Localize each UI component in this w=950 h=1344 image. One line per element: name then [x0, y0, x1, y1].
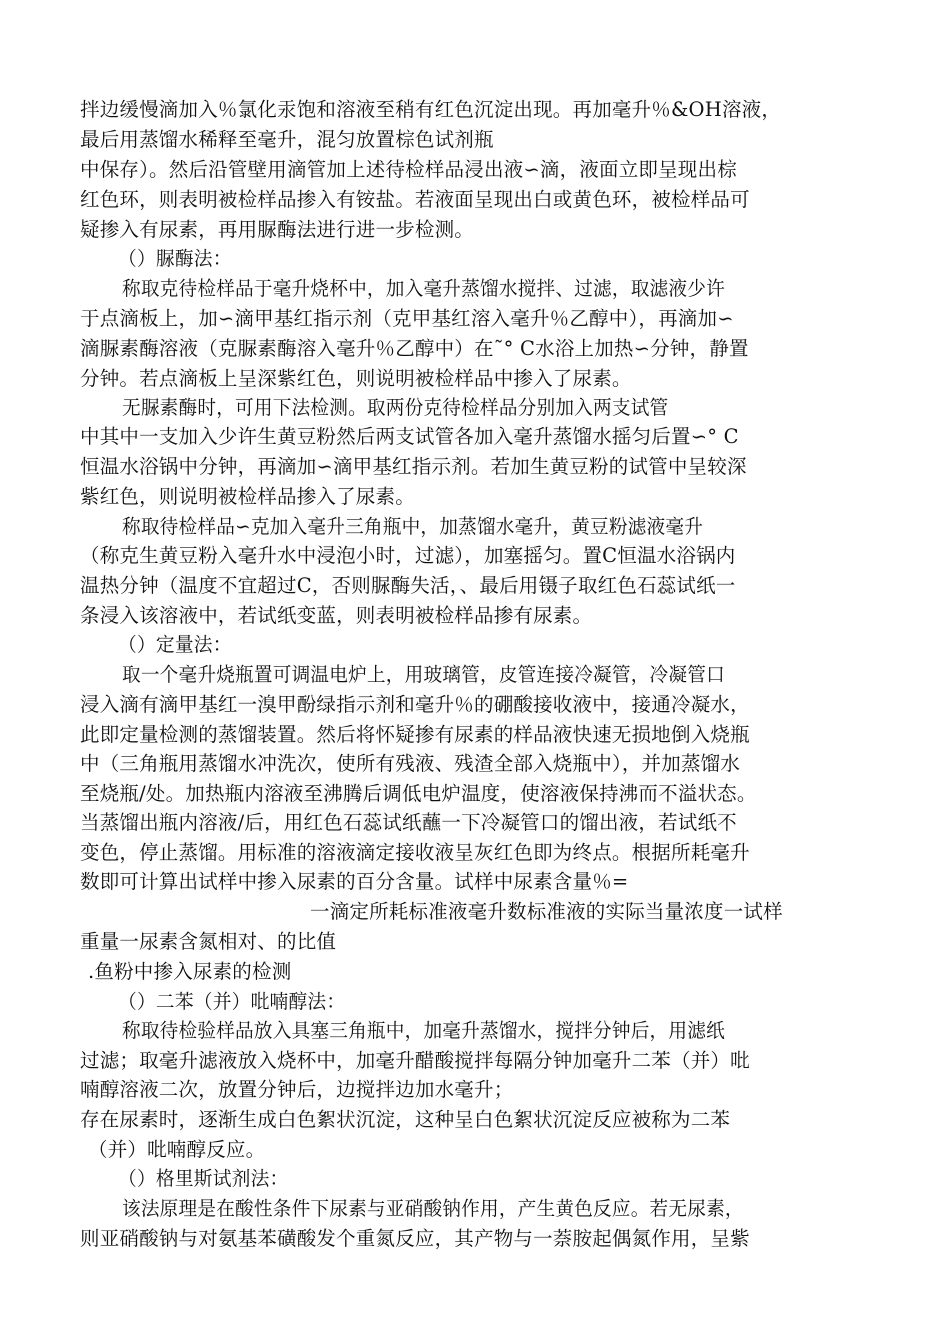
text-line: 疑掺入有尿素，再用脲酶法进行进一步检测。: [80, 218, 475, 241]
text-line: 中（三角瓶用蒸馏水冲洗次，使所有残液、残渣全部入烧瓶中），并加蒸馏水: [80, 752, 741, 775]
text-line: 此即定量检测的蒸馏装置。然后将怀疑掺有尿素的样品液快速无损地倒入烧瓶: [80, 723, 750, 746]
formula-line: 重量一尿素含氮相对、的比值: [80, 930, 337, 953]
text-line: 取一个毫升烧瓶置可调温电炉上，用玻璃管，皮管连接冷凝管，冷凝管口: [122, 663, 725, 686]
text-line: 浸入滴有滴甲基红一溴甲酚绿指示剂和毫升％的硼酸接收液中，接通冷凝水，: [80, 693, 750, 716]
section-heading: .鱼粉中掺入尿素的检测: [88, 960, 292, 983]
section-heading: （）二苯（并）吡喃醇法：: [118, 990, 346, 1013]
text-line: 条浸入该溶液中，若试纸变蓝，则表明被检样品掺有尿素。: [80, 604, 593, 627]
text-line: 红色环，则表明被检样品掺入有铵盐。若液面呈现出白或黄色环，被检样品可: [80, 188, 750, 211]
text-line: 称取待检样品∽克加入毫升三角瓶中，加蒸馏水毫升，黄豆粉滤液毫升: [122, 515, 704, 538]
section-heading: （）格里斯试剂法：: [118, 1167, 289, 1190]
text-line: 分钟。若点滴板上呈深紫红色，则说明被检样品中掺入了尿素。: [80, 367, 632, 390]
section-heading: （）脲酶法：: [118, 247, 232, 270]
text-line: 该法原理是在酸性条件下尿素与亚硝酸钠作用，产生黄色反应。若无尿素，: [122, 1197, 744, 1220]
text-line: 紫红色，则说明被检样品掺入了尿素。: [80, 485, 415, 508]
text-line: 喃醇溶液二次，放置分钟后，边搅拌边加水毫升；: [80, 1078, 514, 1101]
formula-line: 一滴定所耗标准液毫升数标准液的实际当量浓度一试样: [310, 900, 783, 923]
text-line: 当蒸馏出瓶内溶液/后，用红色石蕊试纸蘸一下冷凝管口的馏出液，若试纸不: [80, 811, 737, 834]
text-line: 存在尿素时，逐渐生成白色絮状沉淀，这种呈白色絮状沉淀反应被称为二苯: [80, 1108, 731, 1131]
text-line: 最后用蒸馏水稀释至毫升，混匀放置棕色试剂瓶: [80, 128, 494, 151]
text-line: 中保存）。然后沿管壁用滴管加上述待检样品浸出液∽滴，液面立即呈现出棕: [80, 158, 737, 181]
text-line: 滴脲素酶溶液（克脲素酶溶入毫升％乙醇中）在˜° C水浴上加热∽分钟，静置: [80, 337, 749, 360]
text-line: （并）吡喃醇反应。: [88, 1138, 266, 1161]
text-line: 恒温水浴锅中分钟，再滴加∽滴甲基红指示剂。若加生黄豆粉的试管中呈较深: [80, 455, 747, 478]
text-line: 则亚硝酸钠与对氨基苯磺酸发个重氮反应，其产物与一萘胺起偶氮作用，呈紫: [80, 1227, 750, 1250]
text-line: 称取待检验样品放入具塞三角瓶中，加毫升蒸馏水，搅拌分钟后，用滤纸: [122, 1019, 725, 1042]
text-line: 称取克待检样品于毫升烧杯中，加入毫升蒸馏水搅拌、过滤，取滤液少许: [122, 277, 725, 300]
text-line: 过滤；取毫升滤液放入烧杯中，加毫升醋酸搅拌每隔分钟加毫升二苯（并）吡: [80, 1049, 750, 1072]
text-line: 拌边缓慢滴加入％氯化汞饱和溶液至稍有红色沉淀出现。再加毫升％&OH溶液，: [80, 98, 782, 121]
text-line: 中其中一支加入少许生黄豆粉然后两支试管各加入毫升蒸馏水摇匀后置∽° C: [80, 425, 739, 448]
text-line: 温热分钟（温度不宜超过C，否则脲酶失活，、最后用镊子取红色石蕊试纸一: [80, 574, 736, 597]
text-line: 数即可计算出试样中掺入尿素的百分含量。试样中尿素含量％=: [80, 870, 629, 893]
section-heading: （）定量法：: [118, 633, 232, 656]
text-line: 无脲素酶时，可用下法检测。取两份克待检样品分别加入两支试管: [122, 396, 669, 419]
text-line: （称克生黄豆粉入毫升水中浸泡小时，过滤），加塞摇匀。置C恒温水浴锅内: [80, 544, 736, 567]
text-line: 于点滴板上，加∽滴甲基红指示剂（克甲基红溶入毫升％乙醇中），再滴加∽: [80, 307, 734, 330]
text-line: 至烧瓶/处。加热瓶内溶液至沸腾后调低电炉温度，使溶液保持沸而不溢状态。: [80, 782, 757, 805]
text-line: 变色，停止蒸馏。用标准的溶液滴定接收液呈灰红色即为终点。根据所耗毫升: [80, 841, 750, 864]
